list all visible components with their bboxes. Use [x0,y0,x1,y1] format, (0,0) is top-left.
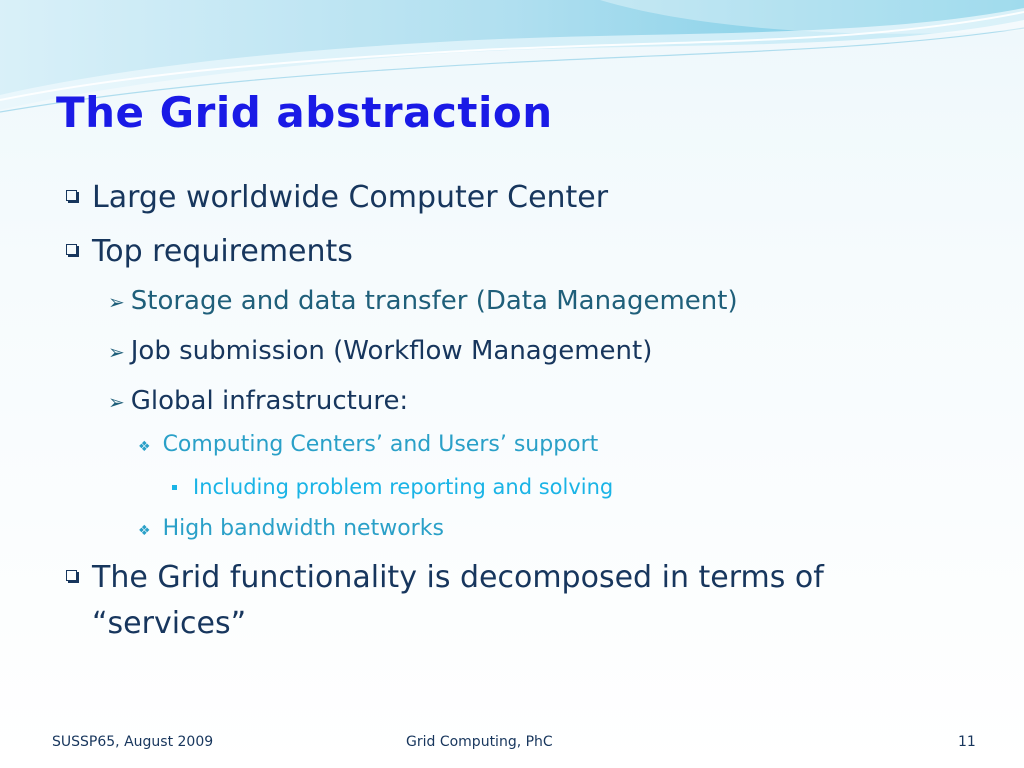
bullet-text-continuation: “services” [92,606,247,641]
bullet-item [66,180,608,215]
bullet-continuation [92,606,246,641]
four-point-star-bullet-icon: ❖ [138,439,151,455]
bullet-text: The Grid functionality is decomposed in terms of [92,560,824,595]
third-level-bullet-item [138,432,598,457]
bullet-item [66,234,353,269]
third-level-bullet-item [138,516,444,541]
sub-bullet-text: Job submission (Workflow Management) [130,336,653,366]
slide-number: 11 [958,734,976,750]
footer-center: Grid Computing, PhC [406,734,553,750]
fourth-level-bullet-text: Including problem reporting and solving [193,475,614,499]
hollow-square-bullet-icon [66,570,77,581]
arrowhead-bullet-icon: ➢ [108,290,125,314]
bullet-text: Large worldwide Computer Center [92,180,609,215]
bullet-text: Top requirements [92,234,353,269]
sub-bullet-item [108,386,408,416]
bullet-item [66,560,824,595]
footer-left: SUSSP65, August 2009 [52,734,214,750]
hollow-square-bullet-icon [66,244,77,255]
sub-bullet-item [108,336,652,366]
small-square-bullet-icon [172,485,177,490]
arrowhead-bullet-icon: ➢ [108,340,125,364]
third-level-bullet-text: High bandwidth networks [162,516,444,541]
fourth-level-bullet-item [172,475,613,499]
hollow-square-bullet-icon [66,190,77,201]
sub-bullet-item [108,286,738,316]
slide-title: The Grid abstraction [56,88,553,137]
sub-bullet-text: Storage and data transfer (Data Management) [130,286,738,316]
sub-bullet-text: Global infrastructure: [130,386,409,416]
third-level-bullet-text: Computing Centers’ and Users’ support [162,432,599,457]
arrowhead-bullet-icon: ➢ [108,390,125,414]
four-point-star-bullet-icon: ❖ [138,523,151,539]
